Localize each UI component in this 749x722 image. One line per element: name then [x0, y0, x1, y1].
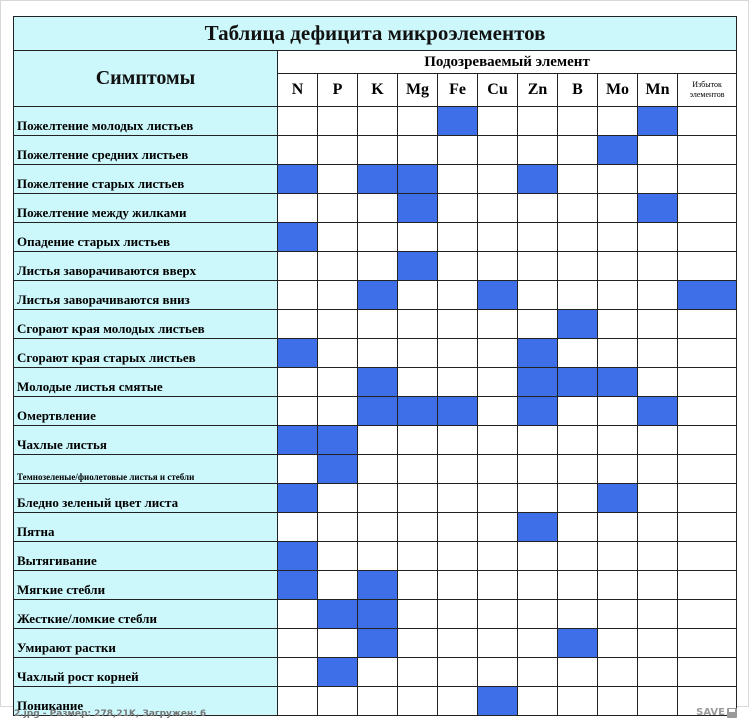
symptom-label: Пожелтение молодых листьев — [14, 107, 278, 136]
empty-cell — [358, 252, 398, 281]
marked-cell — [358, 397, 398, 426]
marked-cell — [558, 368, 598, 397]
empty-cell — [358, 339, 398, 368]
symptom-label: Темнозеленые/фиолетовые листья и стебли — [14, 455, 278, 484]
symptom-label: Пожелтение средних листьев — [14, 136, 278, 165]
empty-cell — [398, 281, 438, 310]
empty-cell — [678, 571, 737, 600]
marked-cell — [358, 600, 398, 629]
empty-cell — [598, 687, 638, 716]
empty-cell — [518, 571, 558, 600]
empty-cell — [358, 426, 398, 455]
empty-cell — [438, 687, 478, 716]
marked-cell — [558, 310, 598, 339]
symptom-label: Омертвление — [14, 397, 278, 426]
empty-cell — [558, 252, 598, 281]
empty-cell — [638, 600, 678, 629]
empty-cell — [478, 600, 518, 629]
empty-cell — [598, 310, 638, 339]
empty-cell — [438, 368, 478, 397]
marked-cell — [518, 339, 558, 368]
marked-cell — [678, 281, 737, 310]
marked-cell — [598, 484, 638, 513]
marked-cell — [518, 513, 558, 542]
empty-cell — [598, 629, 638, 658]
empty-cell — [558, 658, 598, 687]
empty-cell — [678, 252, 737, 281]
empty-cell — [638, 165, 678, 194]
empty-cell — [278, 455, 318, 484]
table-row — [14, 339, 737, 368]
symptom-label: Молодые листья смятые — [14, 368, 278, 397]
empty-cell — [398, 513, 438, 542]
empty-cell — [398, 107, 438, 136]
empty-cell — [518, 107, 558, 136]
empty-cell — [558, 223, 598, 252]
empty-cell — [398, 571, 438, 600]
empty-cell — [438, 136, 478, 165]
empty-cell — [638, 339, 678, 368]
table-row — [14, 252, 737, 281]
empty-cell — [398, 310, 438, 339]
symptom-label: Опадение старых листьев — [14, 223, 278, 252]
empty-cell — [318, 339, 358, 368]
empty-cell — [518, 629, 558, 658]
element-header-cell: Fe — [438, 74, 478, 107]
empty-cell — [678, 455, 737, 484]
empty-cell — [518, 281, 558, 310]
empty-cell — [598, 542, 638, 571]
empty-cell — [398, 542, 438, 571]
marked-cell — [278, 165, 318, 194]
marked-cell — [318, 658, 358, 687]
symptom-label: Пятна — [14, 513, 278, 542]
marked-cell — [478, 687, 518, 716]
empty-cell — [518, 600, 558, 629]
empty-cell — [638, 484, 678, 513]
empty-cell — [438, 658, 478, 687]
empty-cell — [438, 194, 478, 223]
empty-cell — [558, 194, 598, 223]
marked-cell — [358, 368, 398, 397]
marked-cell — [638, 194, 678, 223]
empty-cell — [518, 658, 558, 687]
suspected-element-header: Подозреваемый элемент — [278, 51, 737, 74]
empty-cell — [678, 223, 737, 252]
marked-cell — [358, 629, 398, 658]
empty-cell — [358, 136, 398, 165]
marked-cell — [358, 571, 398, 600]
empty-cell — [278, 310, 318, 339]
empty-cell — [318, 571, 358, 600]
empty-cell — [678, 426, 737, 455]
empty-cell — [318, 194, 358, 223]
empty-cell — [678, 542, 737, 571]
empty-cell — [558, 484, 598, 513]
marked-cell — [438, 397, 478, 426]
empty-cell — [478, 513, 518, 542]
empty-cell — [358, 310, 398, 339]
empty-cell — [678, 310, 737, 339]
empty-cell — [318, 281, 358, 310]
empty-cell — [678, 513, 737, 542]
table-row — [14, 107, 737, 136]
empty-cell — [438, 455, 478, 484]
empty-cell — [558, 571, 598, 600]
empty-cell — [358, 223, 398, 252]
empty-cell — [478, 252, 518, 281]
empty-cell — [518, 252, 558, 281]
empty-cell — [478, 368, 518, 397]
empty-cell — [518, 136, 558, 165]
empty-cell — [438, 426, 478, 455]
element-header-cell: P — [318, 74, 358, 107]
empty-cell — [678, 658, 737, 687]
empty-cell — [278, 281, 318, 310]
empty-cell — [558, 513, 598, 542]
empty-cell — [438, 600, 478, 629]
table-row — [14, 368, 737, 397]
marked-cell — [318, 600, 358, 629]
empty-cell — [318, 136, 358, 165]
symptom-label: Вытягивание — [14, 542, 278, 571]
symptom-label: Сгорают края старых листьев — [14, 339, 278, 368]
empty-cell — [278, 252, 318, 281]
empty-cell — [638, 571, 678, 600]
symptoms-header: Симптомы — [14, 51, 278, 107]
empty-cell — [318, 484, 358, 513]
marked-cell — [598, 136, 638, 165]
empty-cell — [678, 194, 737, 223]
empty-cell — [318, 252, 358, 281]
marked-cell — [518, 368, 558, 397]
empty-cell — [558, 397, 598, 426]
empty-cell — [478, 310, 518, 339]
table-row — [14, 629, 737, 658]
empty-cell — [278, 600, 318, 629]
empty-cell — [518, 426, 558, 455]
empty-cell — [278, 658, 318, 687]
empty-cell — [278, 136, 318, 165]
empty-cell — [478, 223, 518, 252]
marked-cell — [358, 165, 398, 194]
excess-header-cell: Избыток элементов — [678, 74, 737, 107]
empty-cell — [438, 310, 478, 339]
table-row — [14, 600, 737, 629]
empty-cell — [598, 339, 638, 368]
empty-cell — [438, 252, 478, 281]
empty-cell — [678, 107, 737, 136]
empty-cell — [478, 484, 518, 513]
empty-cell — [558, 339, 598, 368]
empty-cell — [478, 629, 518, 658]
empty-cell — [438, 281, 478, 310]
empty-cell — [438, 484, 478, 513]
table-row — [14, 310, 737, 339]
symptom-label: Мягкие стебли — [14, 571, 278, 600]
table-row — [14, 136, 737, 165]
empty-cell — [598, 426, 638, 455]
empty-cell — [638, 368, 678, 397]
table-row — [14, 397, 737, 426]
empty-cell — [278, 107, 318, 136]
empty-cell — [438, 339, 478, 368]
empty-cell — [478, 658, 518, 687]
marked-cell — [478, 281, 518, 310]
empty-cell — [558, 107, 598, 136]
marked-cell — [278, 571, 318, 600]
empty-cell — [678, 165, 737, 194]
symptom-label: Сгорают края молодых листьев — [14, 310, 278, 339]
empty-cell — [558, 455, 598, 484]
symptom-label: Умирают растки — [14, 629, 278, 658]
empty-cell — [398, 339, 438, 368]
disk-icon — [727, 708, 737, 718]
empty-cell — [598, 455, 638, 484]
empty-cell — [638, 455, 678, 484]
empty-cell — [558, 281, 598, 310]
table-row — [14, 513, 737, 542]
symptom-label: Листья заворачиваются вниз — [14, 281, 278, 310]
empty-cell — [438, 542, 478, 571]
table-row — [14, 484, 737, 513]
symptom-label: Чахлый рост корней — [14, 658, 278, 687]
symptom-label: Чахлые листья — [14, 426, 278, 455]
empty-cell — [558, 600, 598, 629]
empty-cell — [398, 600, 438, 629]
empty-cell — [518, 484, 558, 513]
empty-cell — [598, 281, 638, 310]
empty-cell — [558, 687, 598, 716]
marked-cell — [318, 455, 358, 484]
empty-cell — [518, 542, 558, 571]
empty-cell — [598, 658, 638, 687]
marked-cell — [318, 426, 358, 455]
empty-cell — [278, 513, 318, 542]
empty-cell — [598, 107, 638, 136]
empty-cell — [518, 310, 558, 339]
empty-cell — [478, 339, 518, 368]
empty-cell — [478, 571, 518, 600]
empty-cell — [678, 136, 737, 165]
empty-cell — [358, 542, 398, 571]
marked-cell — [278, 339, 318, 368]
empty-cell — [638, 136, 678, 165]
empty-cell — [678, 368, 737, 397]
table-row — [14, 281, 737, 310]
empty-cell — [478, 136, 518, 165]
table-row — [14, 571, 737, 600]
empty-cell — [398, 687, 438, 716]
element-header-cell: Zn — [518, 74, 558, 107]
marked-cell — [398, 165, 438, 194]
marked-cell — [358, 281, 398, 310]
symptom-label: Пожелтение старых листьев — [14, 165, 278, 194]
empty-cell — [278, 194, 318, 223]
empty-cell — [638, 310, 678, 339]
element-header-cell: K — [358, 74, 398, 107]
empty-cell — [318, 107, 358, 136]
empty-cell — [398, 223, 438, 252]
empty-cell — [318, 542, 358, 571]
empty-cell — [518, 223, 558, 252]
marked-cell — [638, 397, 678, 426]
marked-cell — [278, 426, 318, 455]
element-header-cell: N — [278, 74, 318, 107]
empty-cell — [518, 455, 558, 484]
empty-cell — [478, 455, 518, 484]
empty-cell — [438, 165, 478, 194]
empty-cell — [318, 165, 358, 194]
empty-cell — [438, 571, 478, 600]
marked-cell — [278, 542, 318, 571]
empty-cell — [598, 194, 638, 223]
empty-cell — [398, 484, 438, 513]
empty-cell — [318, 310, 358, 339]
empty-cell — [558, 136, 598, 165]
empty-cell — [638, 629, 678, 658]
marked-cell — [598, 368, 638, 397]
empty-cell — [358, 658, 398, 687]
table-row — [14, 194, 737, 223]
empty-cell — [518, 687, 558, 716]
deficiency-table — [13, 16, 737, 716]
empty-cell — [598, 223, 638, 252]
empty-cell — [358, 194, 398, 223]
empty-cell — [598, 165, 638, 194]
empty-cell — [318, 629, 358, 658]
marked-cell — [518, 397, 558, 426]
empty-cell — [438, 629, 478, 658]
empty-cell — [638, 513, 678, 542]
empty-cell — [478, 165, 518, 194]
empty-cell — [598, 571, 638, 600]
empty-cell — [558, 542, 598, 571]
marked-cell — [278, 484, 318, 513]
empty-cell — [638, 687, 678, 716]
empty-cell — [278, 397, 318, 426]
empty-cell — [278, 687, 318, 716]
empty-cell — [678, 397, 737, 426]
empty-cell — [598, 513, 638, 542]
element-header-cell: Mo — [598, 74, 638, 107]
empty-cell — [398, 455, 438, 484]
table-row — [14, 426, 737, 455]
symptom-label: Поникание — [14, 687, 278, 716]
save-label: SAVE — [696, 707, 725, 718]
symptom-label: Жесткие/ломкие стебли — [14, 600, 278, 629]
empty-cell — [478, 397, 518, 426]
marked-cell — [398, 397, 438, 426]
empty-cell — [638, 658, 678, 687]
element-header-cell: Mn — [638, 74, 678, 107]
empty-cell — [358, 687, 398, 716]
empty-cell — [438, 513, 478, 542]
empty-cell — [398, 368, 438, 397]
empty-cell — [358, 455, 398, 484]
empty-cell — [678, 629, 737, 658]
empty-cell — [598, 397, 638, 426]
empty-cell — [598, 252, 638, 281]
empty-cell — [638, 281, 678, 310]
empty-cell — [358, 107, 398, 136]
empty-cell — [398, 136, 438, 165]
empty-cell — [638, 426, 678, 455]
empty-cell — [398, 426, 438, 455]
element-header-cell: B — [558, 74, 598, 107]
marked-cell — [438, 107, 478, 136]
empty-cell — [478, 426, 518, 455]
empty-cell — [318, 687, 358, 716]
empty-cell — [478, 542, 518, 571]
marked-cell — [398, 194, 438, 223]
empty-cell — [398, 629, 438, 658]
marked-cell — [278, 223, 318, 252]
marked-cell — [398, 252, 438, 281]
status-info: 2.jpg - Размер: 278,21K, Загружен: 6 — [14, 709, 207, 719]
empty-cell — [318, 397, 358, 426]
empty-cell — [478, 107, 518, 136]
empty-cell — [678, 600, 737, 629]
empty-cell — [678, 339, 737, 368]
empty-cell — [518, 194, 558, 223]
element-header-cell: Mg — [398, 74, 438, 107]
marked-cell — [558, 629, 598, 658]
table-row — [14, 165, 737, 194]
empty-cell — [398, 658, 438, 687]
empty-cell — [318, 513, 358, 542]
empty-cell — [598, 600, 638, 629]
table-row — [14, 223, 737, 252]
empty-cell — [638, 252, 678, 281]
symptom-label: Пожелтение между жилками — [14, 194, 278, 223]
marked-cell — [638, 107, 678, 136]
empty-cell — [438, 223, 478, 252]
empty-cell — [278, 629, 318, 658]
empty-cell — [558, 165, 598, 194]
empty-cell — [558, 426, 598, 455]
empty-cell — [358, 484, 398, 513]
empty-cell — [478, 194, 518, 223]
element-header-cell: Cu — [478, 74, 518, 107]
symptom-label: Бледно зеленый цвет листа — [14, 484, 278, 513]
save-button[interactable] — [696, 707, 737, 718]
empty-cell — [318, 368, 358, 397]
marked-cell — [518, 165, 558, 194]
table-row — [14, 658, 737, 687]
table-row — [14, 455, 737, 484]
symptom-label: Листья заворачиваются вверх — [14, 252, 278, 281]
empty-cell — [358, 513, 398, 542]
empty-cell — [638, 223, 678, 252]
empty-cell — [638, 542, 678, 571]
table-row — [14, 542, 737, 571]
empty-cell — [678, 484, 737, 513]
empty-cell — [318, 223, 358, 252]
table-title: Таблица дефицита микроэлементов — [14, 17, 737, 51]
empty-cell — [278, 368, 318, 397]
